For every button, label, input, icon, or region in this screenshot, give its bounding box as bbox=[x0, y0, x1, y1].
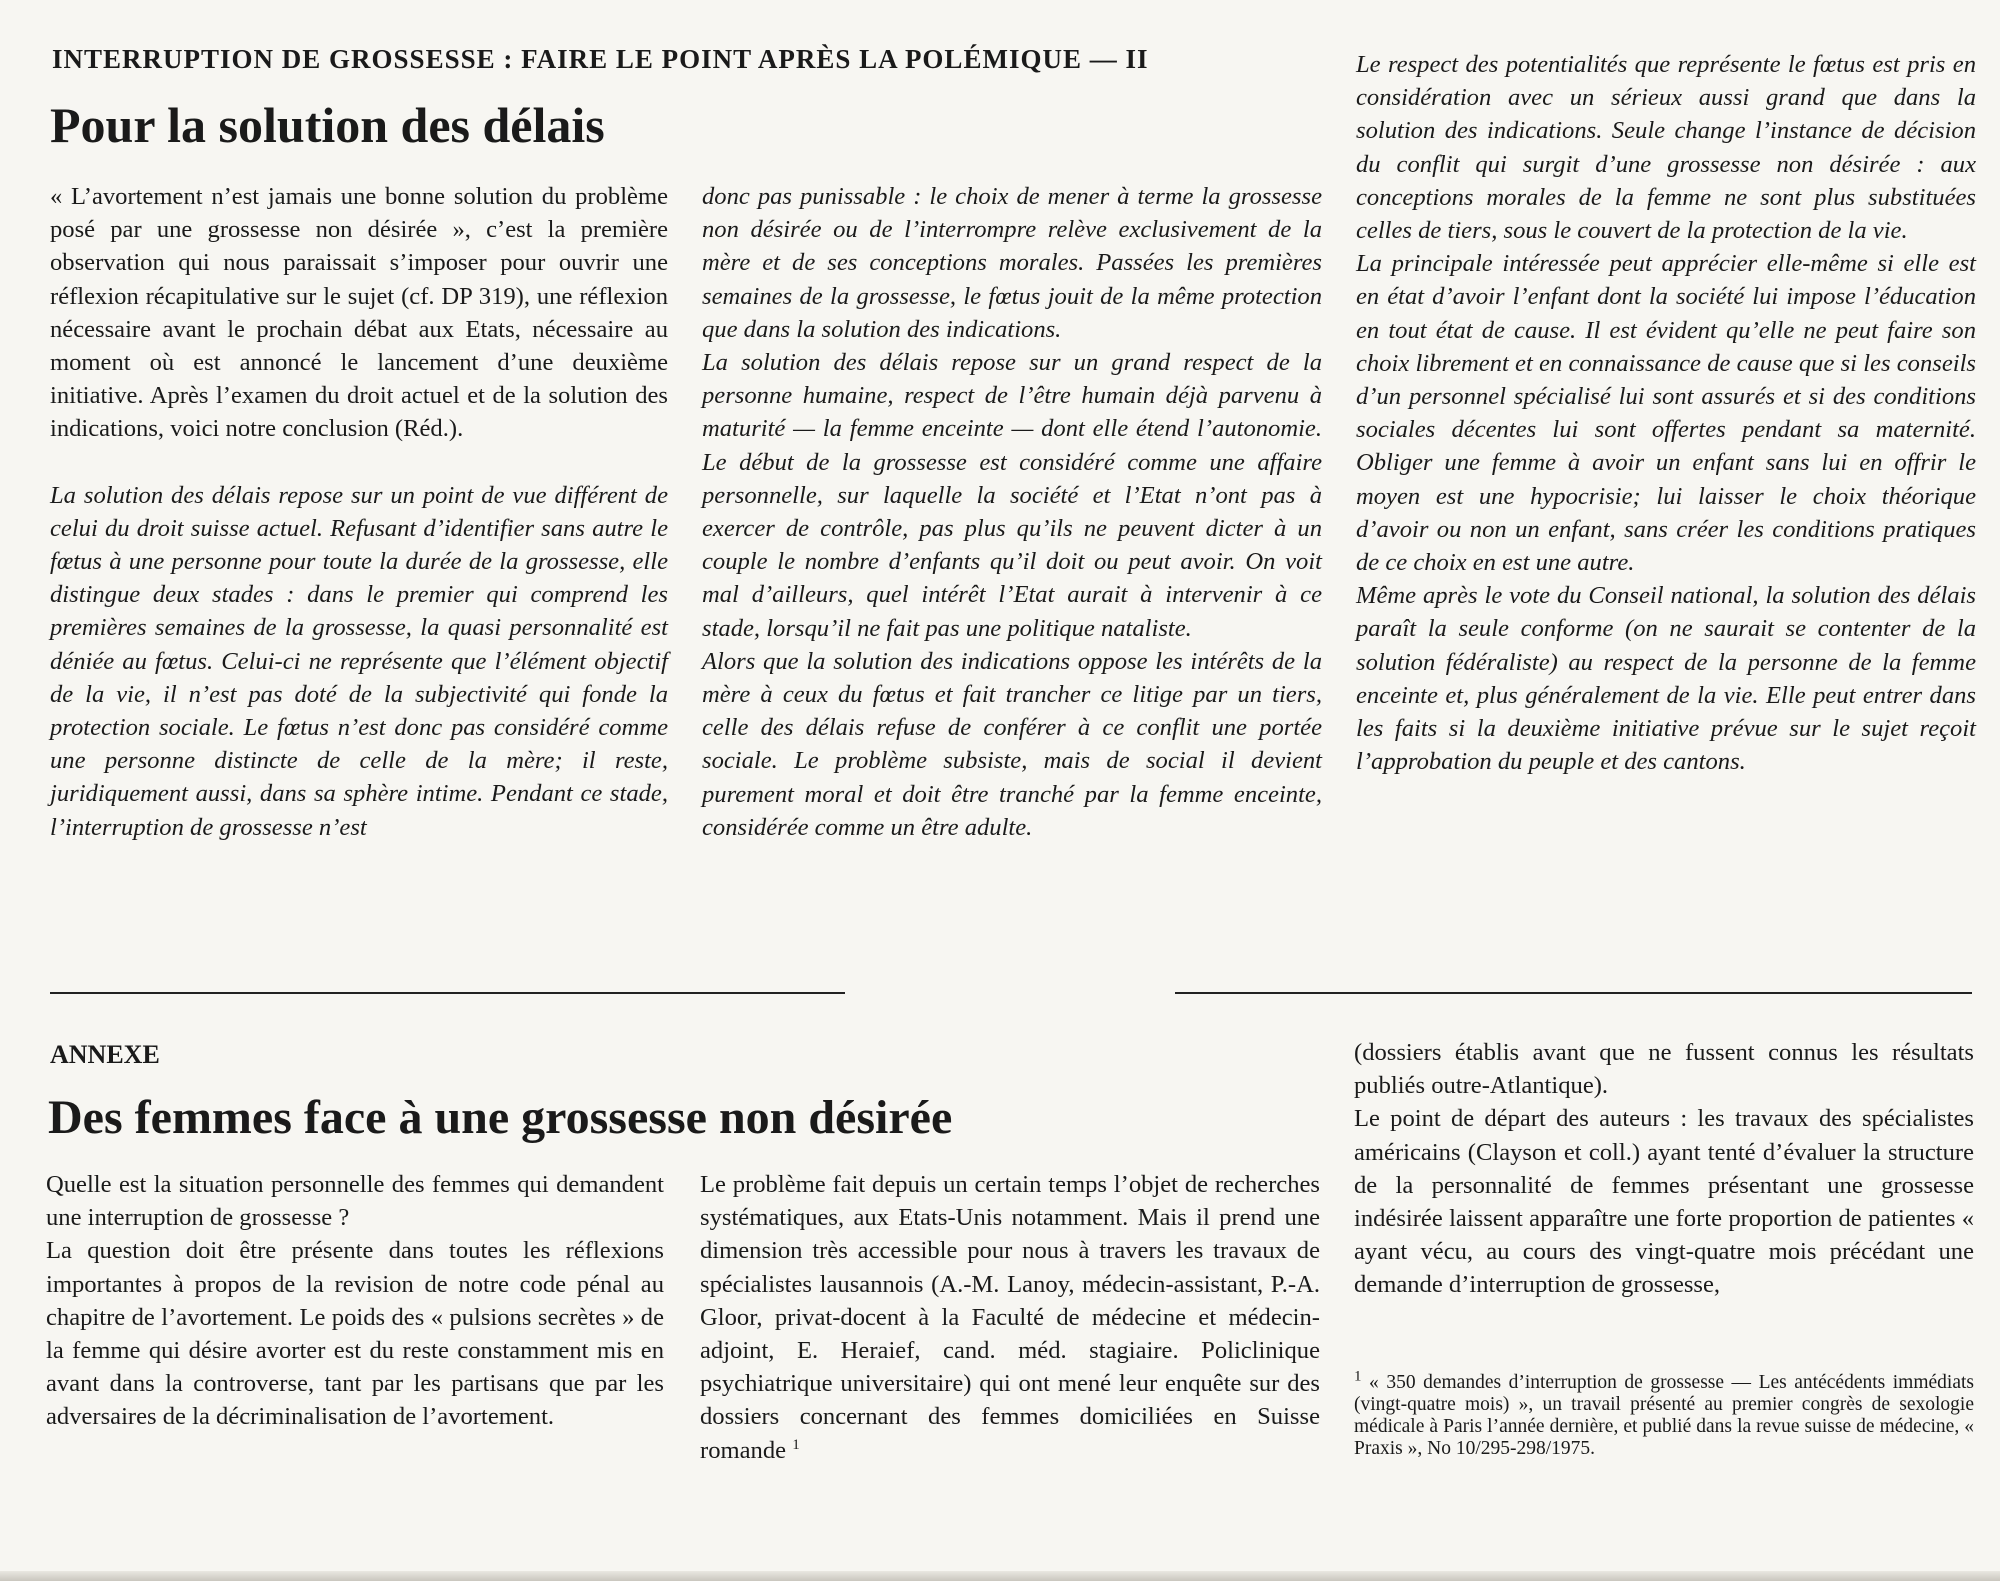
annex-paragraph: Le point de départ des auteurs : les travaux des spécialistes américains (Clayson et coll.) ayant tenté d’évaluer la structure de la personnalité de femmes présentant une grossesse indésirée laissent apparaître une forte proportion de patientes « ayant vécu, au cours des vingt-quatre mois précédant une demande d’interruption de grossesse, bbox=[1354, 1105, 1974, 1299]
footnote-text: « 350 demandes d’interruption de grossesse — Les antécédents immédiats (vingt-quatre mois) », un travail présenté au premier congrès de sexologie médicale à Paris l’année dernière, et publié dans la revue suisse de médecine, « Praxis », No 10/295-298/1975. bbox=[1354, 1372, 1974, 1459]
article-paragraph: La solution des délais repose sur un point de vue différent de celui du droit suisse actuel. Refusant d’identifier sans autre le fœtus à une personne pour toute la durée de la grossesse, elle distingue deux stades : dans le premier qui comprend les premières semaines de la grossesse, la quasi personnalité est déniée au fœtus. Celui-ci ne représente que l’élément objectif de la vie, il n’est pas doté de la subjectivité qui fonde la protection sociale. Le fœtus n’est donc pas considéré comme une personne distincte de celle de la mère; il reste, juridiquement aussi, dans sa sphère intime. Pendant ce stade, l’interruption de grossesse n’est bbox=[50, 481, 668, 841]
annex-paragraph-with-footnote bbox=[700, 1168, 1320, 1467]
article-paragraph: La solution des délais repose sur un grand respect de la personne humaine, respect de l’être humain déjà parvenu à maturité — la femme enceinte — dont elle étend l’autonomie. Le début de la grossesse est considéré comme une affaire personnelle, sur laquelle la société et l’Etat n’ont pas à exercer de contrôle, pas plus qu’ils ne peuvent dicter à un couple le nombre d’enfants qu’il doit ou peut avoir. On voit mal d’ailleurs, quel intérêt l’Etat aurait à intervenir à ce stade, lorsqu’il ne fait pas une politique nataliste. bbox=[702, 349, 1322, 642]
article-paragraph: Alors que la solution des indications oppose les intérêts de la mère à ceux du fœtus et fait trancher ce litige par un tiers, celle des délais refuse de conférer à ce conflit une portée sociale. Le problème subsiste, mais de social il devient purement moral et doit être tranché par la femme enceinte, considérée comme un être adulte. bbox=[702, 647, 1322, 841]
article-column-3 bbox=[1356, 48, 1976, 778]
editorial-intro: « L’avortement n’est jamais une bonne solution du problème posé par une grossesse non désirée », c’est la première observation qui nous paraissait s’imposer pour ouvrir une réflexion récapitulative sur le sujet (cf. DP 319), une réflexion nécessaire avant le prochain débat aux Etats, nécessaire au moment où est annoncé le lancement d’une deuxième initiative. Après l’examen du droit actuel et de la solution des indications, voici notre conclusion (Réd.). bbox=[50, 183, 668, 443]
article-paragraph: donc pas punissable : le choix de mener à terme la grossesse non désirée ou de l’interrompre relève exclusivement de la mère et de ses conceptions morales. Passées les premières semaines de la grossesse, le fœtus jouit de la même protection que dans la solution des indications. bbox=[702, 183, 1322, 343]
annex-paragraph-text: Le problème fait depuis un certain temps l’objet de recherches systématiques, aux Etats-Unis notamment. Mais il prend une dimension très accessible pour nous à travers les travaux de spécialistes lausannois (A.-M. Lanoy, médecin-assistant, P.-A. Gloor, privat-docent à la Faculté de médecine et médecin-adjoint, E. Heraief, cand. méd. stagiaire. Policlinique psychiatrique universitaire) qui ont mené leur enquête sur des dossiers concernant des femmes domiciliées en Suisse romande bbox=[700, 1171, 1320, 1464]
article-column-1 bbox=[50, 180, 668, 844]
annex-paragraph: (dossiers établis avant que ne fussent connus les résultats publiés outre-Atlantique). bbox=[1354, 1039, 1974, 1100]
annex-column-2 bbox=[700, 1168, 1320, 1467]
page-edge bbox=[0, 1571, 2000, 1581]
annex-paragraph: Quelle est la situation personnelle des femmes qui demandent une interruption de grossesse ? bbox=[46, 1171, 664, 1232]
divider-rule bbox=[50, 992, 845, 994]
annex-label: ANNEXE bbox=[50, 1040, 160, 1069]
article-column-2 bbox=[702, 180, 1322, 844]
footnote bbox=[1354, 1368, 1974, 1460]
article-paragraph: Le respect des potentialités que représente le fœtus est pris en considération avec un sérieux aussi grand que dans la solution des indications. Seule change l’instance de décision du conflit qui surgit d’une grossesse non désirée : aux conceptions morales de la femme ne sont plus substituées celles de tiers, sous le couvert de la protection de la vie. bbox=[1356, 51, 1976, 245]
annex-column-3 bbox=[1354, 1036, 1974, 1302]
footnote-marker: 1 bbox=[792, 1436, 800, 1453]
divider-rule bbox=[1175, 992, 1972, 994]
article-title: Pour la solution des délais bbox=[50, 97, 605, 153]
annex-paragraph: La question doit être présente dans toutes les réflexions importantes à propos de la revision de notre code pénal au chapitre de l’avortement. Le poids des « pulsions secrètes » de la femme qui désire avorter est du reste constamment mis en avant dans la controverse, tant par les partisans que par les adversaires de la décriminalisation de l’avortement. bbox=[46, 1237, 664, 1431]
article-paragraph: La principale intéressée peut apprécier elle-même si elle est en état d’avoir l’enfant dont la société lui impose l’éducation en tout état de cause. Il est évident qu’elle ne peut faire son choix librement et en connaissance de cause que si les conseils d’un personnel spécialisé lui sont assurés et si des conditions sociales décentes lui sont offertes pendant sa maternité. Obliger une femme à avoir un enfant sans lui en offrir le moyen est une hypocrisie; lui laisser le choix théorique d’avoir ou non un enfant, sans créer les conditions pratiques de ce choix en est une autre. bbox=[1356, 250, 1976, 577]
footnote-number: 1 bbox=[1354, 1368, 1362, 1385]
section-kicker: INTERRUPTION DE GROSSESSE : FAIRE LE POINT APRÈS LA POLÉMIQUE — II bbox=[52, 44, 1149, 74]
article-paragraph: Même après le vote du Conseil national, la solution des délais paraît la seule conforme (on ne saurait se contenter de la solution fédéraliste) au respect de la personne de la femme enceinte et, plus généralement de la vie. Elle peut entrer dans les faits si la deuxième initiative prévue sur le sujet reçoit l’approbation du peuple et des cantons. bbox=[1356, 582, 1976, 776]
annex-column-1 bbox=[46, 1168, 664, 1434]
annex-title: Des femmes face à une grossesse non désirée bbox=[48, 1091, 953, 1144]
